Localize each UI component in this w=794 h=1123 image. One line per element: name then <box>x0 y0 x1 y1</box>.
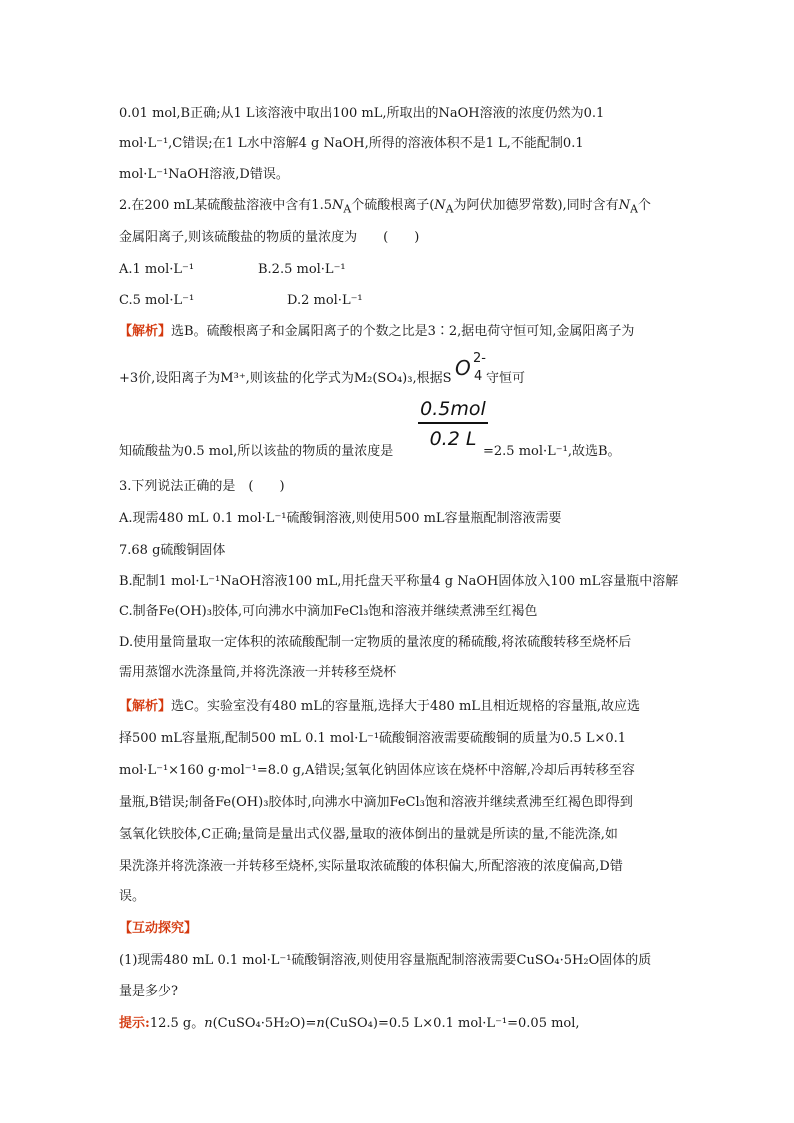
text-line: 量瓶,B错误;制备Fe(OH)₃胶体时,向沸水中滴加FeCl₃饱和溶液并继续煮沸至红褐色即得到 <box>119 795 633 810</box>
text-line: (1)现需480 mL 0.1 mol·L⁻¹硫酸铜溶液,则使用容量瓶配制溶液需要CuSO₄·5H₂O固体的质 <box>119 953 652 968</box>
question-3-stem: 3.下列说法正确的是 ( ) <box>119 479 285 494</box>
fraction <box>418 398 488 450</box>
option-d: D.使用量筒量取一定体积的浓硫酸配制一定物质的量浓度的稀硫酸,将浓硫酸转移至烧杯后 <box>119 635 632 650</box>
question-2-stem <box>119 199 651 215</box>
text-line: 金属阳离子,则该硫酸盐的物质的量浓度为 ( ) <box>119 230 420 245</box>
option-a: A.现需480 mL 0.1 mol·L⁻¹硫酸铜溶液,则使用500 mL容量瓶配制溶液需要 <box>119 511 562 526</box>
hint-line <box>119 1017 580 1030</box>
option-a: A.1 mol·L⁻¹ <box>119 262 195 277</box>
text-span: 选B。硫酸根离子和金属阳离子的个数之比是3∶2,据电荷守恒可知,金属阳离子为 <box>171 324 635 339</box>
amount-symbol: n <box>204 1016 213 1031</box>
fraction-numerator: 0.5mol <box>420 398 486 420</box>
option-c: C.制备Fe(OH)₃胶体,可向沸水中滴加FeCl₃饱和溶液并继续煮沸至红褐色 <box>119 604 538 619</box>
text-span: 个硫酸根离子( <box>351 198 435 213</box>
option-b: B.2.5 mol·L⁻¹ <box>258 262 346 277</box>
fraction-bar <box>418 422 488 424</box>
text-span: (CuSO₄·5H₂O)= <box>212 1016 317 1031</box>
text-line: 果洗涤并将洗涤液一并转移至烧杯,实际量取浓硫酸的体积偏大,所配溶液的浓度偏高,D错 <box>119 859 623 874</box>
option-b: B.配制1 mol·L⁻¹NaOH溶液100 mL,用托盘天平称量4 g NaOH固体放入100 mL容量瓶中溶解 <box>119 574 679 589</box>
ion-charge: 2- <box>473 351 486 366</box>
text-span: 选C。实验室没有480 mL的容量瓶,选择大于480 mL且相近规格的容量瓶,故应选 <box>171 699 641 714</box>
text-span: 12.5 g。 <box>149 1016 205 1031</box>
amount-symbol: n <box>316 1016 325 1031</box>
text-line: =2.5 mol·L⁻¹,故选B。 <box>483 444 621 459</box>
text-line: mol·L⁻¹NaOH溶液,D错误。 <box>119 167 289 182</box>
avogadro-subscript: A <box>445 202 454 216</box>
analysis-label: 【解析】 <box>119 699 172 714</box>
sulfate-ion-formula <box>455 351 486 384</box>
text-line: 需用蒸馏水洗涤量筒,并将洗涤液一并转移至烧杯 <box>119 665 397 680</box>
ion-subscript: 4 <box>474 369 483 384</box>
text-line: 知硫酸盐为0.5 mol,所以该盐的物质的量浓度是 <box>119 444 394 459</box>
text-line: 氢氧化铁胶体,C正确;量筒是量出式仪器,量取的液体倒出的量就是所读的量,不能洗涤,如 <box>119 827 618 842</box>
text-line: +3价,设阳离子为M³⁺,则该盐的化学式为M₂(SO₄)₃,根据S <box>119 371 452 386</box>
analysis-label: 【解析】 <box>119 324 172 339</box>
avogadro-symbol: N <box>331 198 344 213</box>
text-span: 2.在200 mL某硫酸盐溶液中含有1.5 <box>119 198 332 213</box>
fraction-denominator: 0.2 L <box>429 428 477 450</box>
text-span: 为阿伏加德罗常数),同时含有 <box>453 198 619 213</box>
text-line: 量是多少? <box>119 984 178 999</box>
analysis-3-line-1 <box>119 700 640 713</box>
text-line: 误。 <box>119 889 146 904</box>
text-line: 7.68 g硫酸铜固体 <box>119 543 226 558</box>
hint-label: 提示: <box>119 1016 150 1031</box>
text-line: 择500 mL容量瓶,配制500 mL 0.1 mol·L⁻¹硫酸铜溶液需要硫酸铜的质量为0.5 L×0.1 <box>119 731 627 746</box>
text-span: (CuSO₄)=0.5 L×0.1 mol·L⁻¹=0.05 mol, <box>324 1016 580 1031</box>
avogadro-subscript: A <box>343 202 352 216</box>
text-line: 守恒可 <box>486 371 526 386</box>
option-c: C.5 mol·L⁻¹ <box>119 293 195 308</box>
avogadro-symbol: N <box>618 198 631 213</box>
text-span: 个 <box>637 198 651 213</box>
analysis-2-line-1 <box>119 325 634 338</box>
text-line: mol·L⁻¹×160 g·mol⁻¹=8.0 g,A错误;氢氧化钠固体应该在烧杯中溶解,冷却后再转移至容 <box>119 763 635 778</box>
text-line: 0.01 mol,B正确;从1 L该溶液中取出100 mL,所取出的NaOH溶液的浓度仍然为0.1 <box>119 106 605 121</box>
avogadro-subscript: A <box>630 202 638 216</box>
interactive-inquiry-label: 【互动探究】 <box>119 921 198 936</box>
ion-symbol: O <box>455 356 471 380</box>
option-d: D.2 mol·L⁻¹ <box>287 293 363 308</box>
avogadro-symbol: N <box>434 198 446 213</box>
text-line: mol·L⁻¹,C错误;在1 L水中溶解4 g NaOH,所得的溶液体积不是1 L,不能配制0.1 <box>119 136 584 151</box>
